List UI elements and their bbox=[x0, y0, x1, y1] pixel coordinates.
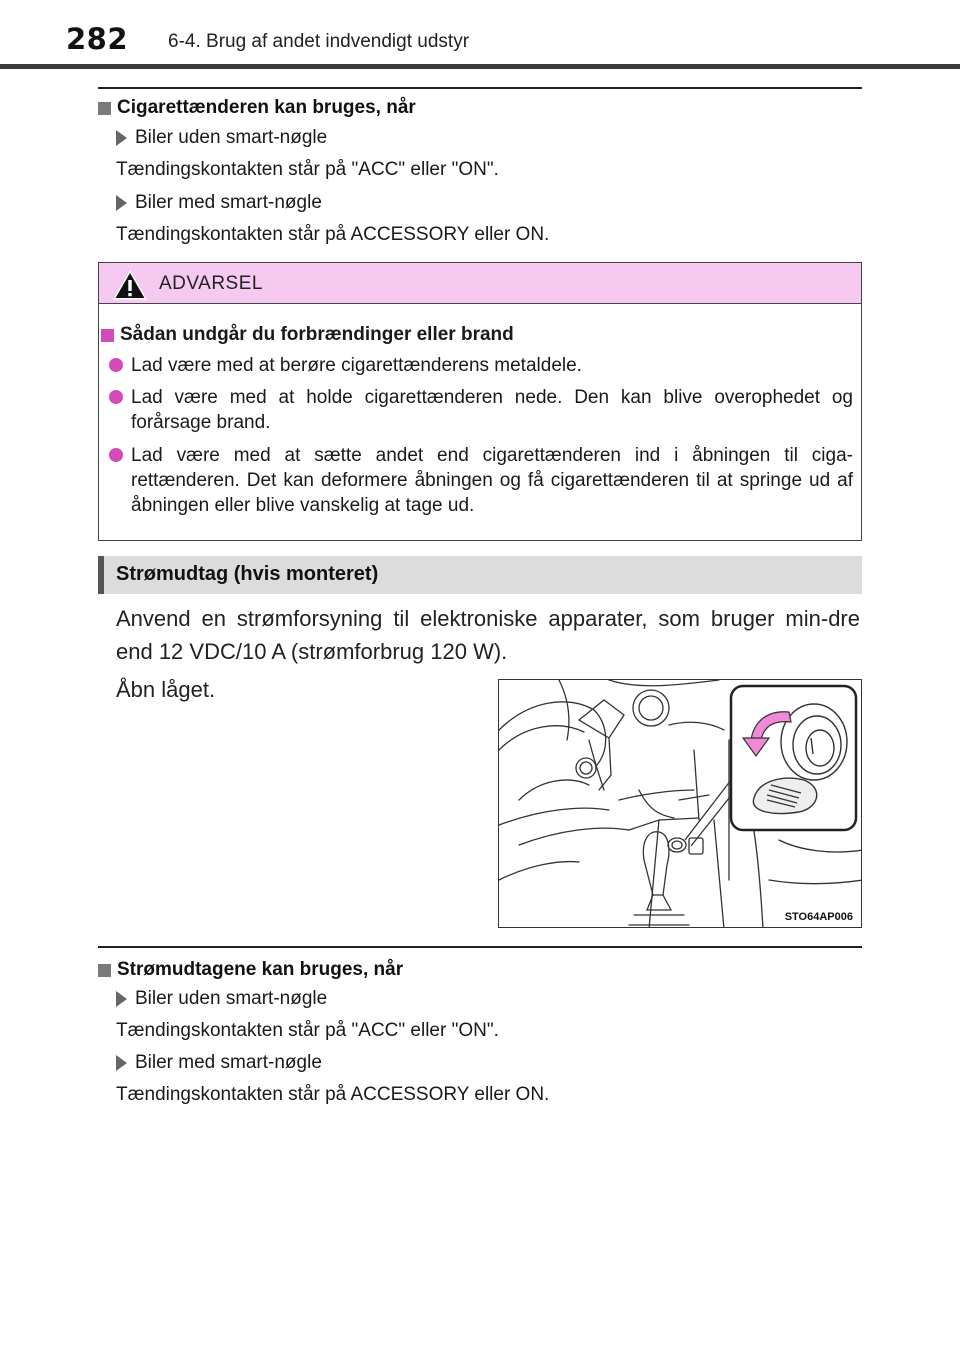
power-outlet-illustration bbox=[498, 679, 862, 928]
condition-label: Biler uden smart-nøgle bbox=[116, 988, 327, 1010]
intro-text: Anvend en strømforsyning til elektroniske apparater, som bruger min-dre end 12 VDC/10 A (strømforbrug 120 W). bbox=[116, 606, 860, 664]
triangle-bullet-icon bbox=[116, 130, 127, 146]
chapter-title: 6-4. Brug af andet indvendigt udstyr bbox=[168, 31, 470, 52]
condition-text: Tændingskontakten står på ACCESSORY eller ON. bbox=[116, 1084, 550, 1105]
circle-bullet-icon bbox=[109, 358, 123, 372]
warning-bullet: Lad være med at holde cigarettænderen nede. Den kan blive overophedet og forårsage brand. bbox=[109, 385, 853, 435]
circle-bullet-icon bbox=[109, 390, 123, 404]
warning-title: ADVARSEL bbox=[159, 273, 263, 294]
square-bullet-icon bbox=[98, 964, 111, 977]
square-bullet-icon bbox=[101, 329, 114, 342]
page-header bbox=[66, 18, 896, 60]
warning-triangle-icon bbox=[113, 270, 147, 300]
step-text: Åbn låget. bbox=[116, 677, 216, 702]
triangle-bullet-icon bbox=[116, 1055, 127, 1071]
warning-header bbox=[99, 263, 861, 304]
condition-label: Biler uden smart-nøgle bbox=[116, 127, 327, 149]
condition-label: Biler med smart-nøgle bbox=[116, 192, 322, 214]
triangle-bullet-icon bbox=[116, 991, 127, 1007]
section-accent bbox=[98, 556, 104, 594]
section-divider bbox=[98, 87, 862, 89]
condition-text: Tændingskontakten står på "ACC" eller "ON". bbox=[116, 1020, 499, 1041]
page-number: 282 bbox=[66, 22, 129, 56]
dashboard-drawing bbox=[499, 680, 862, 928]
condition-text: Tændingskontakten står på "ACC" eller "ON". bbox=[116, 159, 499, 180]
warning-box bbox=[98, 262, 862, 541]
condition-text: Tændingskontakten står på ACCESSORY eller ON. bbox=[116, 224, 550, 245]
cigarette-heading: Cigarettænderen kan bruges, når bbox=[98, 97, 416, 119]
warning-bullet: Lad være med at sætte andet end cigarettænderen ind i åbningen til ciga-rettænderen. Det kan deformere åbningen og få cigarettænderen til at springe ud af åbningen eller blive vanskelig at tage ud. bbox=[109, 443, 853, 518]
condition-label: Biler med smart-nøgle bbox=[116, 1052, 322, 1074]
section-divider bbox=[98, 946, 862, 948]
warning-bullet: Lad være med at berøre cigarettænderens metaldele. bbox=[109, 353, 853, 378]
triangle-bullet-icon bbox=[116, 195, 127, 211]
section-title: Strømudtag (hvis monteret) bbox=[116, 563, 379, 585]
warning-heading: Sådan undgår du forbrændinger eller brand bbox=[99, 324, 514, 346]
square-bullet-icon bbox=[98, 102, 111, 115]
section-title-bar bbox=[98, 556, 862, 594]
header-rule bbox=[0, 64, 960, 69]
circle-bullet-icon bbox=[109, 448, 123, 462]
figure-code: STO64AP006 bbox=[784, 911, 853, 923]
outlet-heading: Strømudtagene kan bruges, når bbox=[98, 959, 403, 981]
